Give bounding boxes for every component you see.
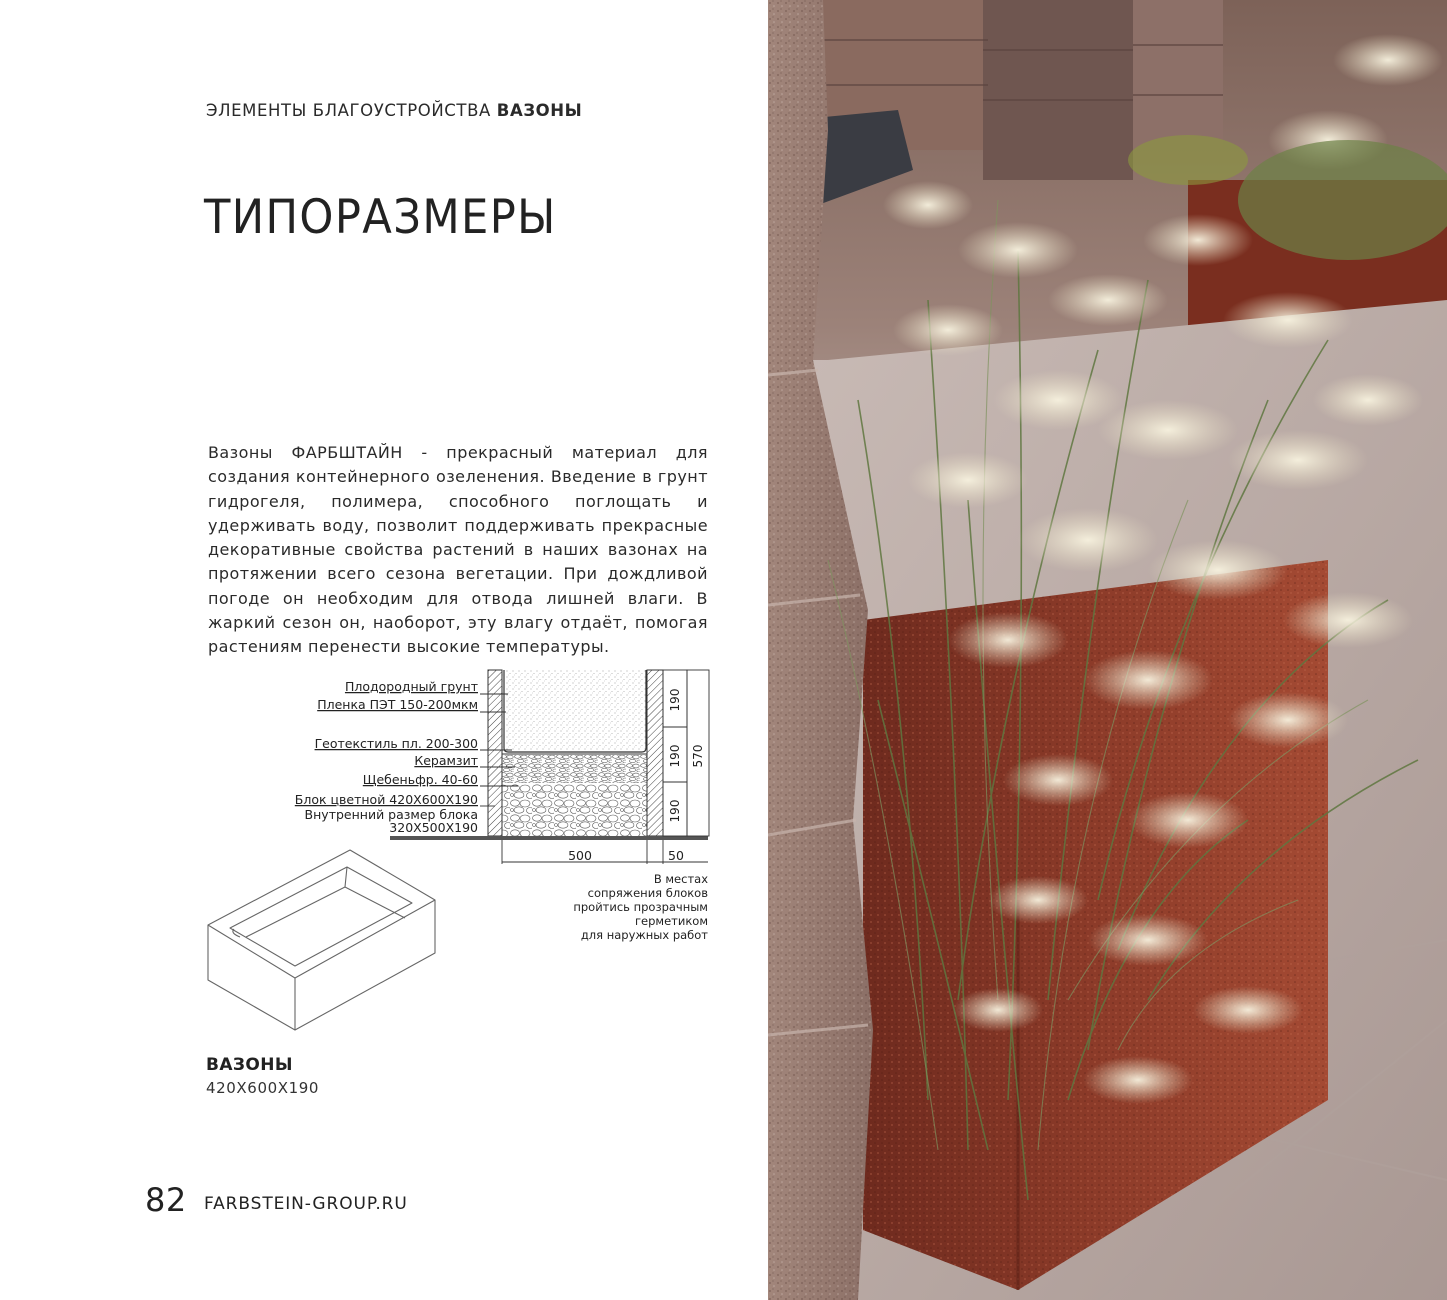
breadcrumb-section: ЭЛЕМЕНТЫ БЛАГОУСТРОЙСТВА [206,101,491,120]
dimension-total: 570 [691,744,705,768]
intro-line: свойства растений в наших вазонах на протяжении всего [208,540,708,584]
breadcrumb [206,101,582,120]
intro-line: создания контейнерного озеленения. Введение в грунт [208,467,708,487]
note-line: для наружных работ [580,928,708,942]
dimension-wall-width: 50 [668,848,684,863]
label-inner-size-value: 320X500X190 [389,820,478,835]
label-inner-size: Внутренний размер блока [304,807,478,822]
product-size: 420X600X190 [206,1079,320,1097]
label-crushed-stone: Щебеньфр. 40-60 [362,772,478,787]
page-title: ТИПОРАЗМЕРЫ [204,190,557,245]
note-line: сопряжения блоков [587,886,708,900]
label-film: Пленка ПЭТ 150-200мкм [317,697,478,712]
planter-block-illustration [200,845,445,1035]
planter-photo [768,0,1447,1300]
dimension-layer-2: 190 [668,744,682,768]
label-block: Блок цветной 420X600X190 [294,792,478,807]
intro-line: влагу отдаёт, помогая растениям перенести высокие [208,613,709,657]
intro-line: сезона вегетации. При дождливой погоде он необходим [208,564,708,608]
note-line: пройтись прозрачным [573,900,708,914]
intro-line: Вазоны ФАРБШТАЙН - прекрасный материал для [208,443,708,462]
website-url: FARBSTEIN-GROUP.RU [204,1194,408,1214]
dimension-layer-3: 190 [668,799,682,823]
breadcrumb-subsection: ВАЗОНЫ [496,101,583,120]
label-soil: Плодородный грунт [344,679,478,694]
intro-line: для отвода лишней влаги. В жаркий сезон он, наоборот, эту [208,588,708,633]
product-name: ВАЗОНЫ [206,1055,293,1075]
note-line: В местах [653,872,708,886]
intro-paragraph [208,441,708,660]
intro-line: воду, позволит поддерживать прекрасные декоративные [208,515,708,560]
dimension-layer-1: 190 [668,688,682,712]
note-line: герметиком [635,914,708,928]
page-number: 82 [145,1181,187,1219]
photo-illustration [768,0,1447,1300]
dimension-inner-width: 500 [568,848,592,863]
label-geotextile: Геотекстиль пл. 200-300 [314,736,478,751]
intro-line: гидрогеля, полимера, способного поглощать и удерживать [208,491,708,535]
intro-line: температуры. [486,637,610,657]
label-expanded-clay: Керамзит [414,753,478,768]
